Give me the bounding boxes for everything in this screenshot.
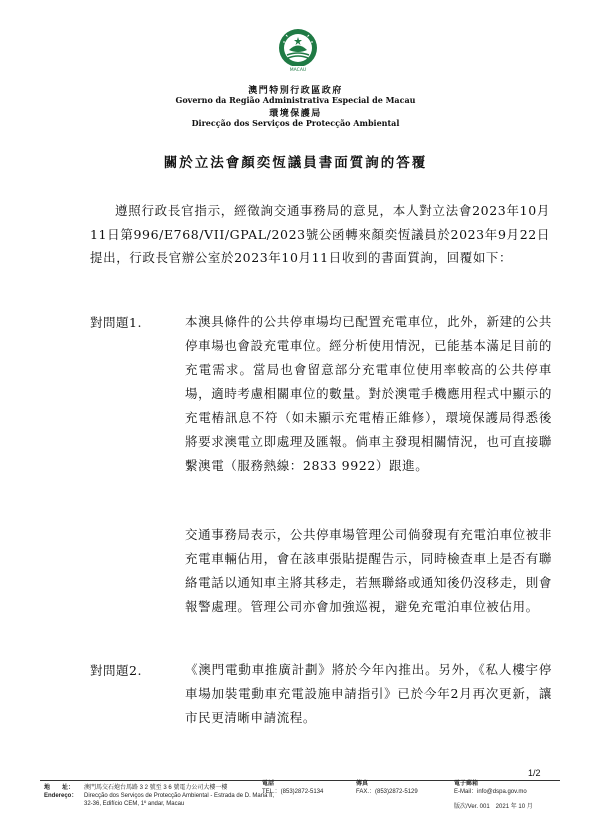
question-1-label: 對問題1. — [90, 315, 142, 330]
footer-fax: FAX.：(853)2872-5129 — [356, 789, 418, 795]
footer-address-label-pt: Endereço： — [44, 793, 78, 799]
footer-address-pt-line-1: Direcção dos Serviços de Protecção Ambiental - Estrada de D. Maria II, — [84, 793, 275, 799]
footer-tel: TEL.：(853)2872-5134 — [262, 789, 324, 795]
department-name-pt: Direcção dos Serviços de Protecção Ambiental — [191, 118, 400, 128]
footer-fax-label-cn: 傳真 — [356, 781, 369, 787]
intro-paragraph: 遵照行政長官指示，經徵詢交通事務局的意見，本人對立法會2023年10月11日第996/E768/VII/GPAL/2023號公函轉來顏奕恆議員於2023年9月22日提出，行政長官辦公室於2023年10月11日收到的書面質詢，回覆如下： — [90, 203, 550, 265]
government-name-cn: 澳門特別行政區政府 — [248, 86, 343, 96]
question-1-answer-paragraph-1: 本澳具條件的公共停車場均已配置充電車位，此外，新建的公共停車場也會設充電車位。經分析使用情況，已能基本滿足目前的充電需求。當局也會留意部分充電車位使用率較高的公共停車場，適時考慮相關車位的數量。對於澳電手機應用程式中顯示的充電樁訊息不符（如未顯示充電樁正維修），環境保護局得悉後將要求澳電立即處理及匯報。倘車主發現相關情況，也可直接聯繫澳電（服務熱線：2833 9922）跟進。 — [185, 314, 552, 473]
footer-email-label-cn: 電子郵箱 — [454, 781, 479, 787]
footer-address-cn: 澳門馬交石炮台馬路 3 2 號至 3 6 號電力公司大樓一樓 — [84, 785, 228, 791]
macau-emblem-icon — [274, 26, 322, 74]
question-1-answer-paragraph-2: 交通事務局表示，公共停車場管理公司倘發現有充電泊車位被非充電車輛佔用，會在該車張貼提醒告示，同時檢查車上是否有聯絡電話以通知車主將其移走，若無聯絡或通知後仍沒移走，則會報警處理。管理公司亦會加強巡視，避免充電泊車位被佔用。 — [185, 527, 552, 614]
page-number: 1/2 — [528, 768, 541, 778]
footer-version: 版次/Ver. 001 2021 年 10 月 — [454, 804, 533, 810]
footer-divider — [40, 780, 560, 781]
footer-address-pt-line-2: 32-36, Edifício CEM, 1º andar, Macau — [84, 801, 185, 807]
footer-email[interactable]: E-Mail：info@dspa.gov.mo — [454, 789, 527, 795]
document-title: 關於立法會顏奕恆議員書面質詢的答覆 — [163, 155, 428, 171]
emblem-text: MACAU — [289, 68, 307, 73]
department-name-cn: 環境保護局 — [269, 109, 322, 119]
question-2-answer-paragraph-1: 《澳門電動車推廣計劃》將於今年內推出。另外，《私人樓宇停車場加裝電動車充電設施申請指引》已於今年2月再次更新，讓市民更清晰申請流程。 — [185, 662, 552, 725]
footer-address-label-cn: 地 址： — [44, 785, 75, 791]
question-2-label: 對問題2. — [90, 663, 142, 678]
government-name-pt: Governo da Região Administrativa Especial de Macau — [175, 95, 416, 105]
footer-tel-label-cn: 電話 — [262, 781, 275, 787]
